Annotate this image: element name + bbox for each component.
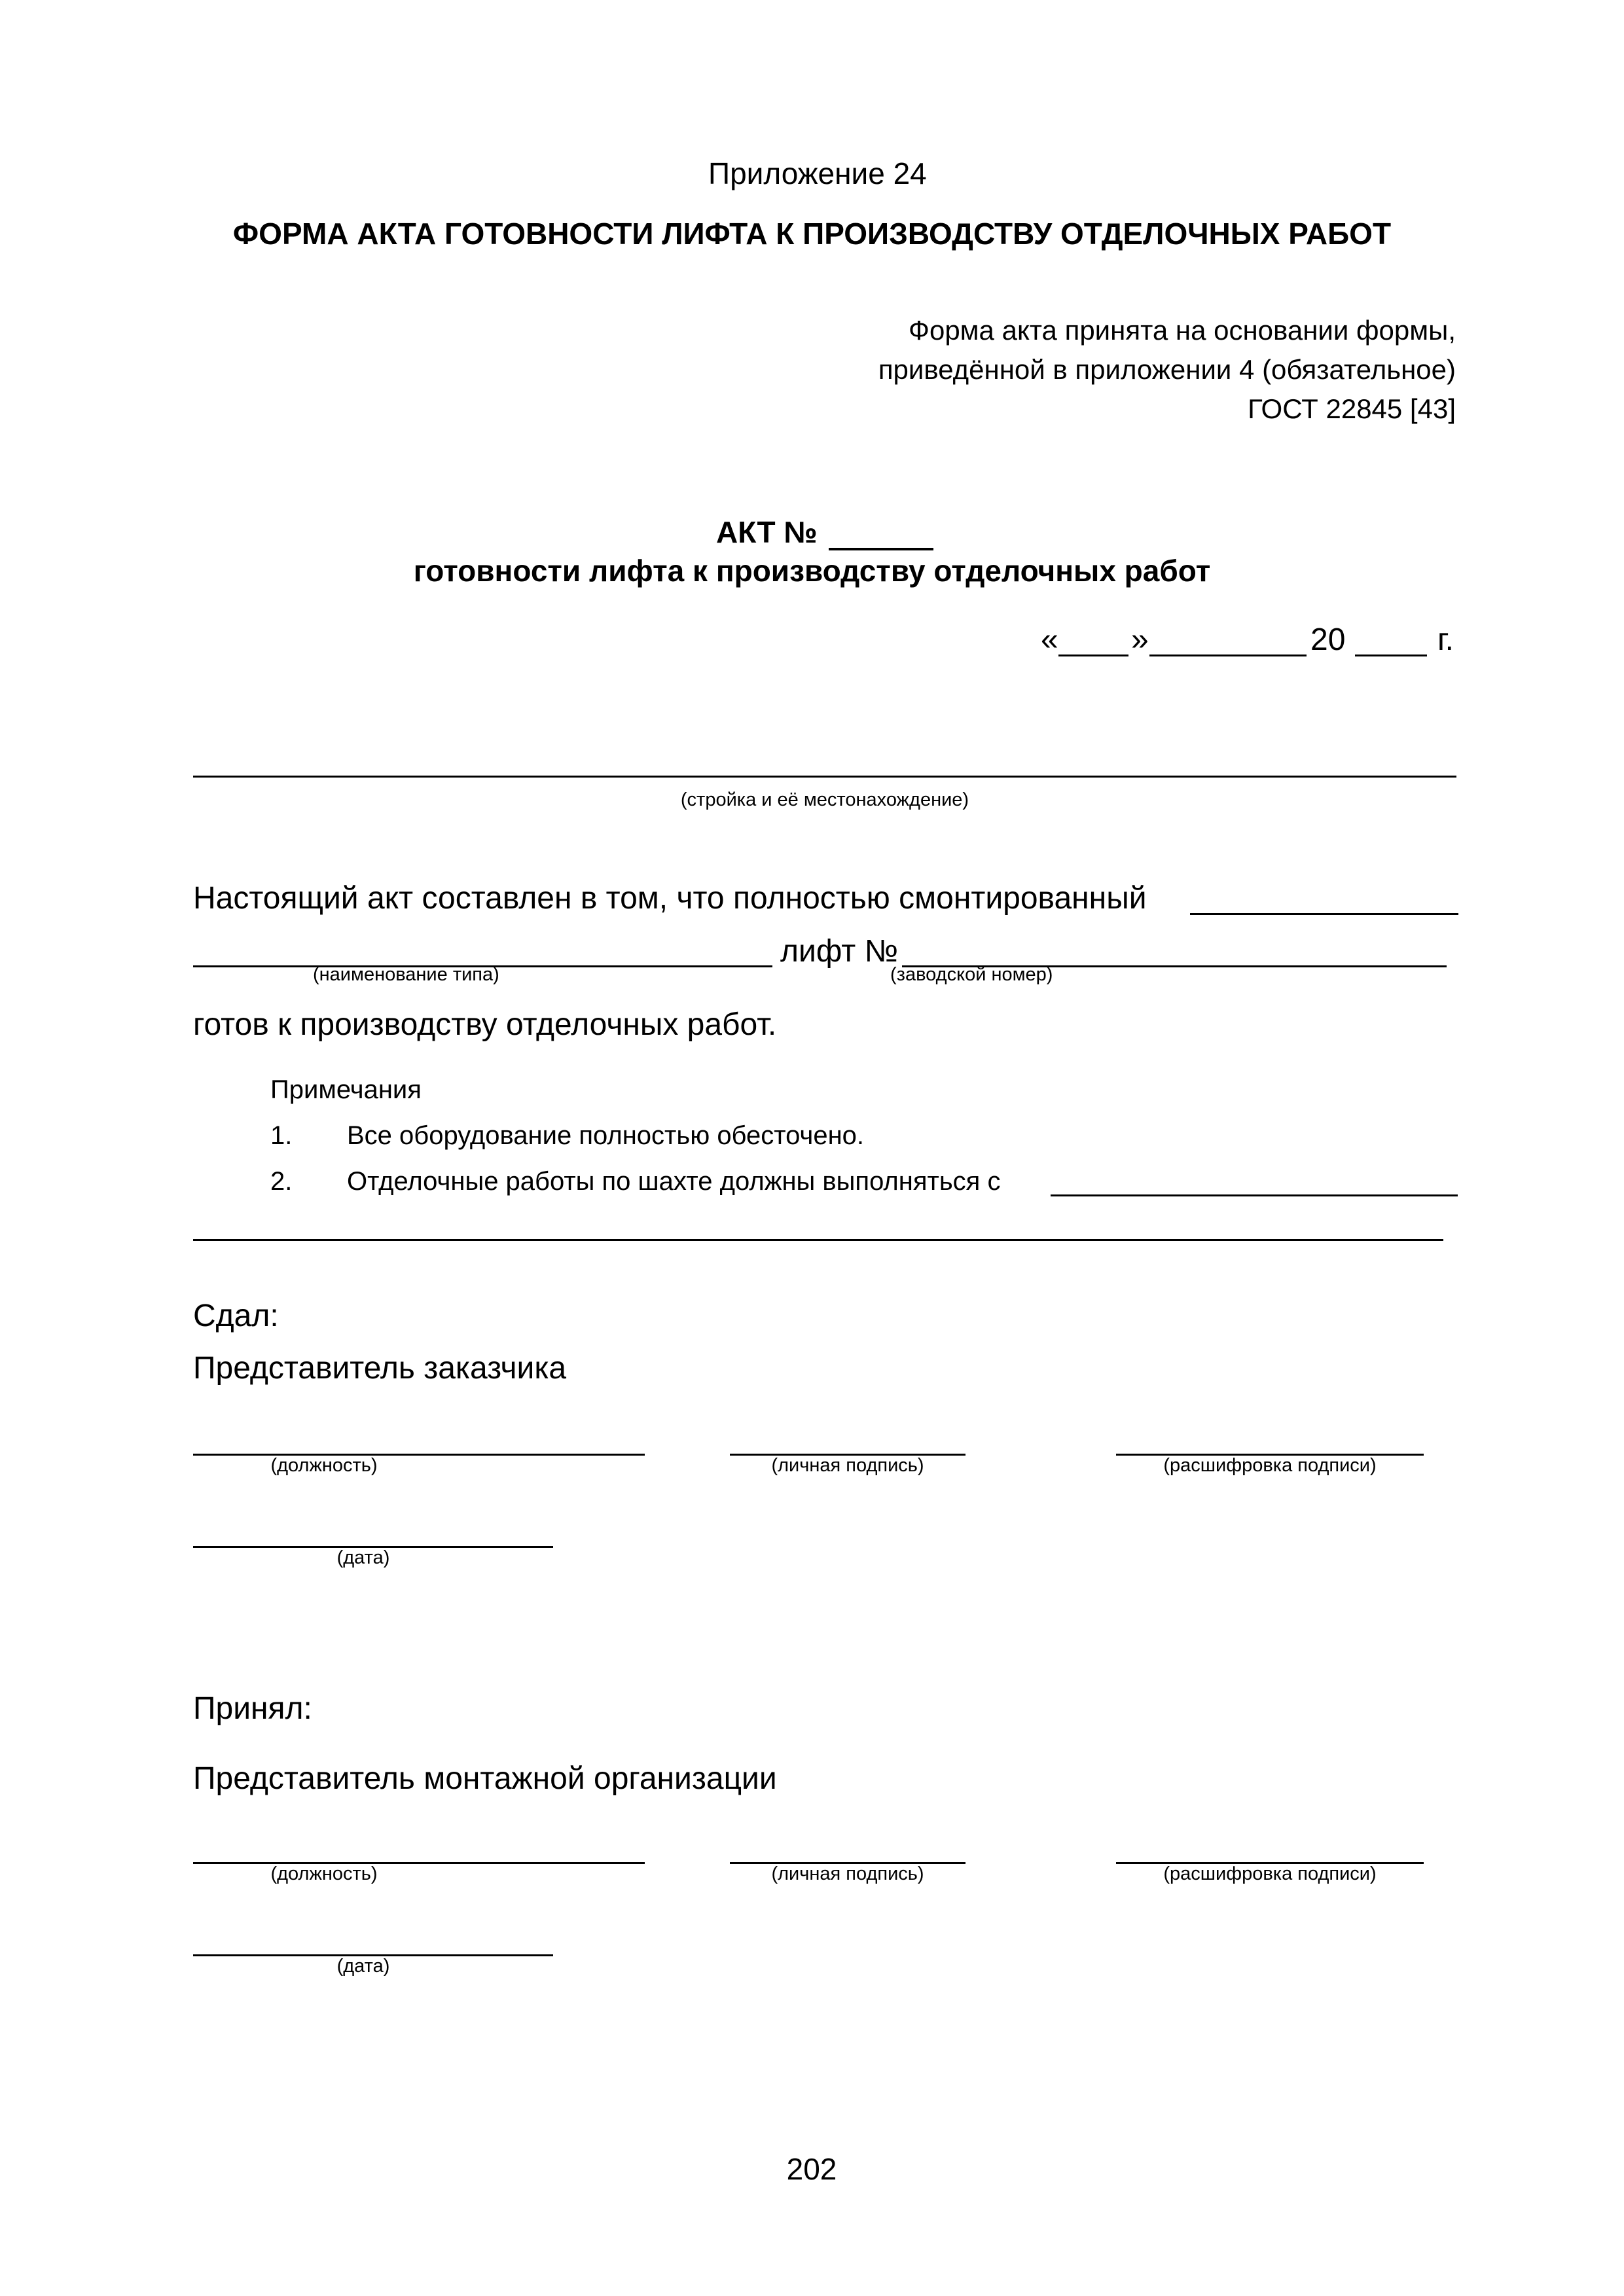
customer-date-caption: (дата): [336, 1547, 390, 1568]
customer-position-caption: (должность): [270, 1455, 378, 1476]
note-2-number: 2.: [270, 1167, 293, 1196]
form-title: ФОРМА АКТА ГОТОВНОСТИ ЛИФТА К ПРОИЗВОДСТВУ ОТДЕЛОЧНЫХ РАБОТ: [232, 217, 1392, 251]
customer-signature-caption: (личная подпись): [771, 1455, 924, 1476]
act-number-field[interactable]: [829, 548, 933, 550]
handed-over-label: Сдал:: [193, 1299, 279, 1333]
customer-decryption-caption: (расшифровка подписи): [1163, 1455, 1377, 1476]
appendix-label: Приложение 24: [708, 156, 927, 190]
installer-decryption-caption: (расшифровка подписи): [1163, 1863, 1377, 1884]
note-1-number: 1.: [270, 1121, 293, 1150]
site-caption: (стройка и её местонахождение): [680, 789, 969, 810]
date-month-field[interactable]: [1149, 655, 1307, 656]
date-year-field[interactable]: [1355, 655, 1427, 656]
basis-line-2: приведённой в приложении 4 (обязательное): [878, 354, 1456, 385]
installer-representative-label: Представитель монтажной организации: [193, 1761, 777, 1796]
basis-line-3: ГОСТ 22845 [43]: [1248, 393, 1456, 424]
note-1-text: Все оборудование полностью обесточено.: [347, 1121, 865, 1150]
date-year-prefix: 20: [1310, 622, 1346, 657]
act-number-label: АКТ №: [716, 515, 818, 549]
site-field[interactable]: [193, 776, 1456, 778]
lift-number-label: лифт №: [780, 934, 899, 969]
note-2-text: Отделочные работы по шахте должны выполняться с: [347, 1167, 1001, 1196]
basis-line-1: Форма акта принята на основании формы,: [909, 315, 1456, 346]
body-conclusion: готов к производству отделочных работ.: [193, 1007, 777, 1042]
body-sentence-start: Настоящий акт составлен в том, что полностью смонтированный: [193, 881, 1147, 916]
installer-signature-caption: (личная подпись): [771, 1863, 924, 1884]
date-open-quote: «: [1041, 622, 1058, 657]
serial-caption: (заводской номер): [890, 964, 1053, 985]
installer-position-caption: (должность): [270, 1863, 378, 1884]
notes-heading: Примечания: [270, 1075, 422, 1104]
lift-type-field-a[interactable]: [1190, 913, 1458, 915]
page-number: 202: [786, 2152, 837, 2186]
customer-representative-label: Представитель заказчика: [193, 1351, 567, 1386]
type-caption: (наименование типа): [313, 964, 499, 985]
note-2-field[interactable]: [1051, 1194, 1458, 1196]
date-year-suffix: г.: [1437, 622, 1454, 657]
date-day-field[interactable]: [1058, 655, 1128, 656]
installer-date-caption: (дата): [336, 1956, 390, 1977]
accepted-label: Принял:: [193, 1691, 312, 1726]
date-close-quote: »: [1131, 622, 1149, 657]
act-subtitle: готовности лифта к производству отделочных работ: [413, 554, 1211, 588]
note-2-field-continuation[interactable]: [193, 1239, 1443, 1241]
